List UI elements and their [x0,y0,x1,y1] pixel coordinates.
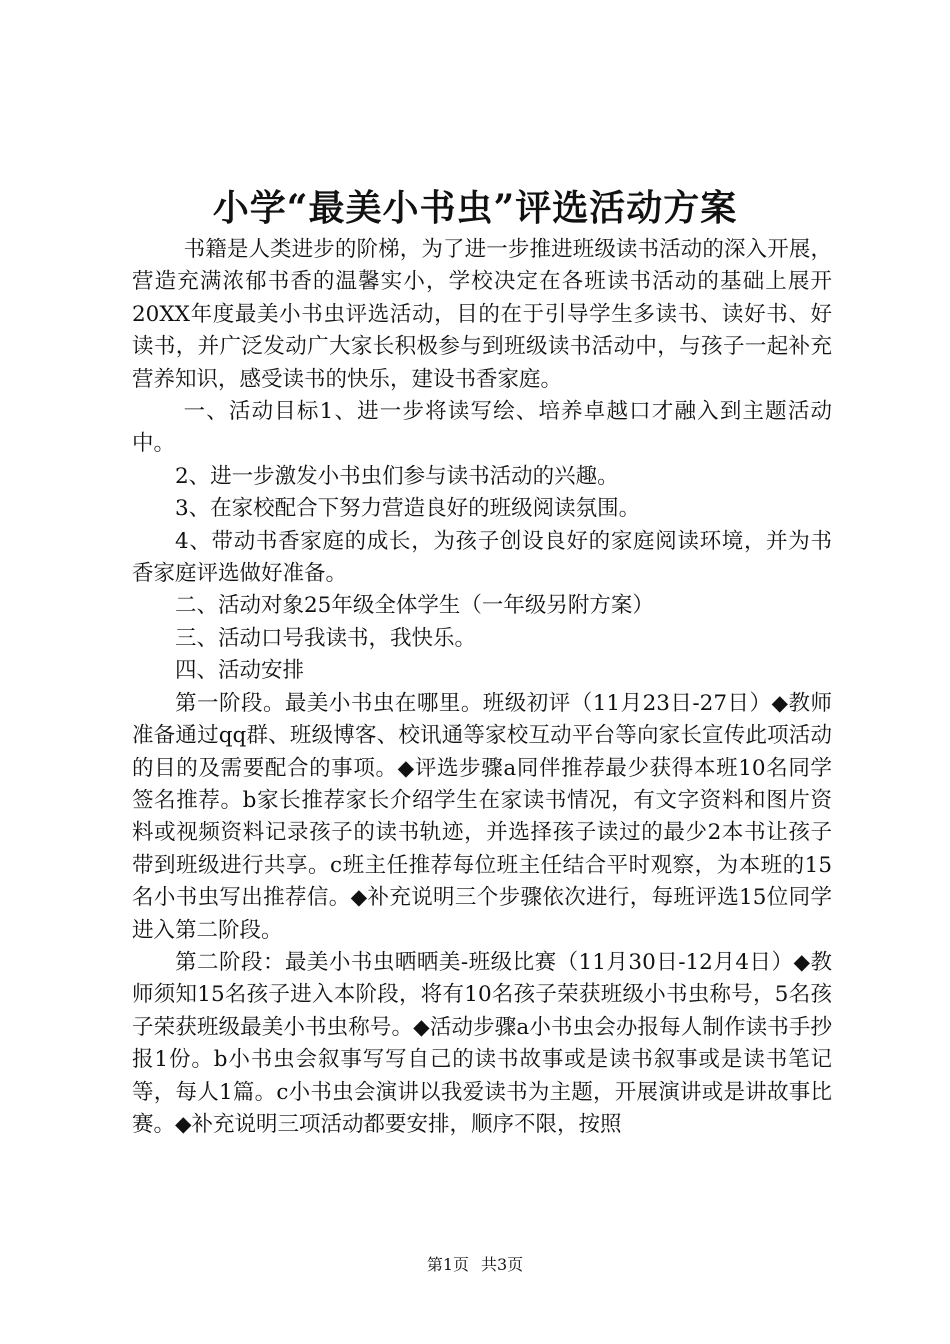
page-total: 共3页 [481,1255,524,1274]
target-paragraph: 二、活动对象25年级全体学生（一年级另附方案） [175,593,654,619]
goal-paragraph-2: 2、进一步激发小书虫们参与读书活动的兴趣。 [175,463,619,489]
page-number: 第1页 [426,1255,469,1274]
goal-paragraph-1: 一、活动目标1、进一步将读写绘、培养卓越口才融入到主题活动中。 [132,399,832,457]
document-body [132,234,832,1141]
intro-paragraph: 书籍是人类进步的阶梯，为了进一步推进班级读书活动的深入开展，营造充满浓郁书香的温馨实小，学校决定在各班读书活动的基础上展开20XX年度最美小书虫评选活动，目的在于引导学生多读书、读好书、好读书，并广泛发动广大家长积极参与到班级读书活动中，与孩子一起补充营养知识，感受读书的快乐，建设书香家庭。 [132,237,832,392]
arrangement-heading: 四、活动安排 [175,658,305,684]
stage-one-paragraph: 第一阶段。最美小书虫在哪里。班级初评（11月23日-27日）◆教师准备通过qq群、班级博客、校讯通等家校互动平台等向家长宣传此项活动的目的及需要配合的事项。◆评选步骤a同伴推荐最少获得本班10名同学签名推荐。b家长推荐家长介绍学生在家读书情况，有文字资料和图片资料或视频资料记录孩子的读书轨迹，并选择孩子读过的最少2本书让孩子带到班级进行共享。c班主任推荐每位班主任结合平时观察，为本班的15名小书虫写出推荐信。◆补充说明三个步骤依次进行，每班评选15位同学进入第二阶段。 [132,690,832,943]
stage-two-paragraph: 第二阶段：最美小书虫晒晒美-班级比赛（11月30日-12月4日）◆教师须知15名孩子进入本阶段，将有10名孩子荣获班级小书虫称号，5名孩子荣获班级最美小书虫称号。◆活动步骤a小书虫会办报每人制作读书手抄报1份。b小书虫会叙事写写自己的读书故事或是读书叙事或是读书笔记等，每人1篇。c小书虫会演讲以我爱读书为主题，开展演讲或是讲故事比赛。◆补充说明三项活动都要安排，顺序不限，按照 [132,949,832,1137]
page-footer [0,1254,950,1276]
document-title: 小学“最美小书虫”评选活动方案 [212,187,738,229]
slogan-paragraph: 三、活动口号我读书，我快乐。 [175,625,477,651]
goal-paragraph-4: 4、带动书香家庭的成长，为孩子创设良好的家庭阅读环境，并为书香家庭评选做好准备。 [132,528,832,587]
goal-paragraph-3: 3、在家校配合下努力营造良好的班级阅读氛围。 [175,496,641,522]
